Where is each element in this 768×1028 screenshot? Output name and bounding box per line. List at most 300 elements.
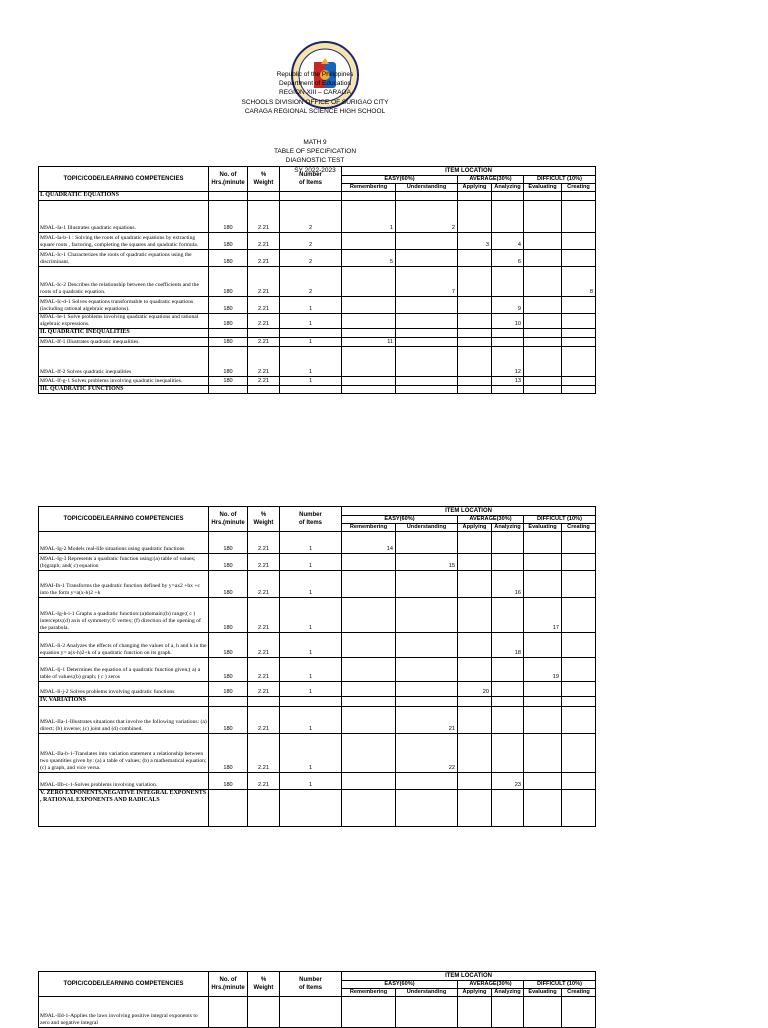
item-und-cell: 2 xyxy=(396,201,458,233)
empty-cell xyxy=(248,790,280,827)
weight-cell xyxy=(248,997,280,1028)
items-cell: 1 xyxy=(280,598,342,633)
item-eva-cell xyxy=(524,734,562,773)
empty-cell xyxy=(492,192,524,201)
competency-row xyxy=(39,734,596,773)
hours-cell: 180 xyxy=(209,773,248,790)
item-rem-cell xyxy=(342,377,396,386)
header-line: Republic of the Philippines xyxy=(276,71,354,78)
items-cell: 1 xyxy=(280,734,342,773)
weight-cell: 2.21 xyxy=(248,598,280,633)
items-cell: 1 xyxy=(280,707,342,734)
item-cre-cell xyxy=(562,707,596,734)
item-app-cell xyxy=(458,571,492,598)
item-eva-cell xyxy=(524,773,562,790)
items-cell: 1 xyxy=(280,773,342,790)
title-line: DIAGNOSTIC TEST xyxy=(285,157,345,165)
item-rem-cell: 14 xyxy=(342,532,396,554)
item-eva-cell xyxy=(524,201,562,233)
weight-cell: 2.21 xyxy=(248,233,280,250)
item-ana-cell xyxy=(492,598,524,633)
item-und-cell xyxy=(396,633,458,658)
item-app-cell xyxy=(458,554,492,571)
item-eva-cell xyxy=(524,267,562,297)
item-eva-cell xyxy=(524,377,562,386)
section-row xyxy=(39,192,596,201)
item-rem-cell xyxy=(342,658,396,682)
column-header-remembering: Remembering xyxy=(342,524,396,532)
empty-cell xyxy=(396,790,458,827)
pct-label-2: Weight xyxy=(253,985,274,991)
item-cre-cell xyxy=(562,598,596,633)
empty-cell xyxy=(342,192,396,201)
empty-cell xyxy=(492,790,524,827)
item-ana-cell xyxy=(492,554,524,571)
items-cell: 1 xyxy=(280,682,342,697)
section-title: IV. VARIATIONS xyxy=(39,697,209,707)
competency-row xyxy=(39,658,596,682)
competency-text: M9AL-Ig-h-i-1 Graphs a quadratic function:(a)domain;(b) range;( c ) intercepts;(d) axis of symmetry;© vertex; (f) direction of the opening of the parabola. xyxy=(39,598,209,633)
hours-label-1: No. of xyxy=(219,512,237,518)
item-eva-cell xyxy=(524,532,562,554)
items-cell: 1 xyxy=(280,571,342,598)
item-app-cell xyxy=(458,532,492,554)
competency-text: M9AL-If-1 Illustrates quadratic inequalities. xyxy=(39,338,209,347)
column-header-evaluating: Evaluating xyxy=(524,524,562,532)
item-ana-cell: 16 xyxy=(492,571,524,598)
header-line: REGION XIII – CARAGA xyxy=(279,89,351,97)
item-und-cell xyxy=(396,377,458,386)
empty-cell xyxy=(458,697,492,707)
item-rem-cell xyxy=(342,734,396,773)
hours-cell: 180 xyxy=(209,233,248,250)
header-row xyxy=(39,167,596,176)
empty-cell xyxy=(280,697,342,707)
column-header-applying: Applying xyxy=(458,989,492,997)
competency-text: M9AL-IIa-b-1-Translates into variation statement a relationship between two quantities given by: (a) a table of values; (b) a mathematical equation; (c) a graph, and vice versa. xyxy=(39,734,209,773)
empty-cell xyxy=(280,192,342,201)
column-header-hours xyxy=(209,972,248,997)
column-header-item-location: ITEM LOCATION xyxy=(342,972,596,981)
items-cell: 2 xyxy=(280,233,342,250)
item-app-cell xyxy=(458,658,492,682)
item-eva-cell xyxy=(524,571,562,598)
item-app-cell xyxy=(458,267,492,297)
empty-cell xyxy=(209,329,248,338)
item-eva-cell xyxy=(524,682,562,697)
item-ana-cell: 12 xyxy=(492,347,524,377)
hours-cell: 180 xyxy=(209,250,248,267)
empty-cell xyxy=(524,192,562,201)
competency-text: M9AL-Ic-d-1 Solves equations transformable to quadratic equations (including rational algebraic equations). xyxy=(39,297,209,314)
competency-text: M9AL-IId-1-Applies the laws involving positive integral exponents to zero and negative integral xyxy=(39,997,209,1028)
items-label-1: Number xyxy=(299,512,322,518)
column-header-remembering: Remembering xyxy=(342,989,396,997)
column-header-difficult: DIFFICULT (10%) xyxy=(524,981,596,989)
competency-row xyxy=(39,347,596,377)
hours-cell xyxy=(209,997,248,1028)
empty-cell xyxy=(280,790,342,827)
empty-cell xyxy=(458,386,492,394)
empty-cell xyxy=(342,697,396,707)
weight-cell: 2.21 xyxy=(248,773,280,790)
column-header-understanding: Understanding xyxy=(396,989,458,997)
tos-table-page-3 xyxy=(38,971,596,1028)
item-ana-cell: 6 xyxy=(492,250,524,267)
column-header-hours xyxy=(209,167,248,192)
hours-cell: 180 xyxy=(209,297,248,314)
item-cre-cell xyxy=(562,633,596,658)
competency-row xyxy=(39,532,596,554)
item-cre-cell xyxy=(562,773,596,790)
item-ana-cell: 23 xyxy=(492,773,524,790)
column-header-creating: Creating xyxy=(562,184,596,192)
weight-cell: 2.21 xyxy=(248,571,280,598)
weight-cell: 2.21 xyxy=(248,201,280,233)
hours-cell: 180 xyxy=(209,267,248,297)
column-header-difficult: DIFFICULT (10%) xyxy=(524,176,596,184)
title-line: TABLE OF SPECIFICATION xyxy=(273,148,357,156)
hours-cell: 180 xyxy=(209,633,248,658)
item-cre-cell xyxy=(562,532,596,554)
hours-cell: 180 xyxy=(209,598,248,633)
item-cre-cell xyxy=(562,682,596,697)
item-und-cell xyxy=(396,297,458,314)
empty-cell xyxy=(524,697,562,707)
item-cre-cell xyxy=(562,347,596,377)
item-und-cell xyxy=(396,338,458,347)
header-line: Department of Education xyxy=(279,80,351,88)
item-und-cell xyxy=(396,682,458,697)
item-cre-cell xyxy=(562,554,596,571)
section-title: III. QUADRATIC FUNCTIONS xyxy=(39,386,209,394)
column-header-easy: EASY(60%) xyxy=(342,981,458,989)
item-cre-cell xyxy=(562,297,596,314)
item-app-cell xyxy=(458,773,492,790)
items-cell: 2 xyxy=(280,267,342,297)
item-und-cell xyxy=(396,571,458,598)
competency-text: M9AL-IIb-c-1-Solves problems involving variation. xyxy=(39,773,209,790)
item-cre-cell xyxy=(562,997,596,1028)
column-header-hours xyxy=(209,507,248,532)
hours-label-2: Hrs.(minute xyxy=(211,520,245,526)
item-und-cell: 15 xyxy=(396,554,458,571)
hours-label-2: Hrs.(minute xyxy=(211,180,245,186)
item-cre-cell xyxy=(562,571,596,598)
hours-cell: 180 xyxy=(209,571,248,598)
item-rem-cell xyxy=(342,297,396,314)
column-header-analyzing: Analyzing xyxy=(492,184,524,192)
item-cre-cell xyxy=(562,658,596,682)
pct-label-1: % xyxy=(260,172,267,178)
column-header-item-location: ITEM LOCATION xyxy=(342,167,596,176)
competency-row xyxy=(39,297,596,314)
competency-text: M9AI-Ih-1 Transforms the quadratic function defined by y=ax2 +bx +c into the form y=a(x-h)2 +k xyxy=(39,571,209,598)
empty-cell xyxy=(248,697,280,707)
item-eva-cell xyxy=(524,347,562,377)
column-header-topic: TOPIC/CODE/LEARNING COMPETENCIES xyxy=(39,167,209,192)
empty-cell xyxy=(396,192,458,201)
empty-cell xyxy=(209,790,248,827)
items-label-2: of Items xyxy=(298,985,322,991)
item-rem-cell xyxy=(342,233,396,250)
item-ana-cell xyxy=(492,267,524,297)
competency-row xyxy=(39,250,596,267)
column-header-easy: EASY(60%) xyxy=(342,516,458,524)
items-cell: 2 xyxy=(280,201,342,233)
weight-cell: 2.21 xyxy=(248,734,280,773)
competency-row xyxy=(39,682,596,697)
competency-row xyxy=(39,377,596,386)
column-header-creating: Creating xyxy=(562,524,596,532)
institution-header xyxy=(0,70,630,116)
item-eva-cell xyxy=(524,554,562,571)
competency-row xyxy=(39,633,596,658)
column-header-weight xyxy=(248,972,280,997)
weight-cell: 2.21 xyxy=(248,250,280,267)
empty-cell xyxy=(209,192,248,201)
empty-cell xyxy=(280,329,342,338)
items-cell: 1 xyxy=(280,347,342,377)
empty-cell xyxy=(562,192,596,201)
item-und-cell xyxy=(396,598,458,633)
item-eva-cell xyxy=(524,297,562,314)
items-cell: 1 xyxy=(280,314,342,329)
item-cre-cell xyxy=(562,338,596,347)
item-eva-cell xyxy=(524,233,562,250)
empty-cell xyxy=(524,329,562,338)
empty-cell xyxy=(396,697,458,707)
column-header-applying: Applying xyxy=(458,524,492,532)
empty-cell xyxy=(458,790,492,827)
column-header-easy: EASY(60%) xyxy=(342,176,458,184)
competency-text: M9AL-Ii-j-2 Solves problems involving quadratic functions xyxy=(39,682,209,697)
item-app-cell xyxy=(458,997,492,1028)
column-header-evaluating: Evaluating xyxy=(524,184,562,192)
item-rem-cell: 11 xyxy=(342,338,396,347)
empty-cell xyxy=(458,329,492,338)
item-cre-cell xyxy=(562,201,596,233)
column-header-difficult: DIFFICULT (10%) xyxy=(524,516,596,524)
item-rem-cell xyxy=(342,707,396,734)
competency-text: M9AL-Ig-2 Models real-life situations using quadratic functions xyxy=(39,532,209,554)
item-rem-cell xyxy=(342,554,396,571)
hours-cell: 180 xyxy=(209,682,248,697)
pct-label-2: Weight xyxy=(253,520,274,526)
competency-row xyxy=(39,598,596,633)
empty-cell xyxy=(524,790,562,827)
items-cell: 1 xyxy=(280,377,342,386)
item-ana-cell xyxy=(492,338,524,347)
item-und-cell: 22 xyxy=(396,734,458,773)
competency-text: M9AL-Ia-b-1 : Solving the roots of quadratic equations by extracting square roots , factoring, completing the squares and quadratic formula. xyxy=(39,233,209,250)
weight-cell: 2.21 xyxy=(248,267,280,297)
item-und-cell xyxy=(396,773,458,790)
competency-text: M9AL-Ig-3 Represents a quadratic function using:(a) table of values;(b)graph; and( c) equation xyxy=(39,554,209,571)
item-eva-cell xyxy=(524,633,562,658)
hours-label-1: No. of xyxy=(219,172,237,178)
competency-text: M9AL-Ij-1 Determines the equation of a quadratic function given;( a) a table of values;(b) graph; ( c ) zeros xyxy=(39,658,209,682)
column-header-analyzing: Analyzing xyxy=(492,524,524,532)
items-cell: 1 xyxy=(280,658,342,682)
competency-row xyxy=(39,267,596,297)
empty-cell xyxy=(396,386,458,394)
item-cre-cell xyxy=(562,734,596,773)
competency-text: M9AL-If-2 Solves quadratic inequalities xyxy=(39,347,209,377)
item-cre-cell xyxy=(562,314,596,329)
competency-row xyxy=(39,707,596,734)
item-ana-cell xyxy=(492,682,524,697)
items-cell xyxy=(280,997,342,1028)
column-header-evaluating: Evaluating xyxy=(524,989,562,997)
pct-label-2: Weight xyxy=(253,180,274,186)
item-cre-cell xyxy=(562,233,596,250)
item-ana-cell: 4 xyxy=(492,233,524,250)
competency-text: M9AL-IIa-1-Illustrates situations that involve the following variations: (a) direct; (b) inverse; (c) joint and (d) combined. xyxy=(39,707,209,734)
empty-cell xyxy=(209,697,248,707)
weight-cell: 2.21 xyxy=(248,297,280,314)
column-header-average: AVERAGE(30%) xyxy=(458,981,524,989)
empty-cell xyxy=(280,386,342,394)
empty-cell xyxy=(492,329,524,338)
item-ana-cell: 10 xyxy=(492,314,524,329)
tos-table-page-2 xyxy=(38,506,596,827)
hours-cell: 180 xyxy=(209,201,248,233)
pct-label-1: % xyxy=(260,512,267,518)
competency-text: M9AL-Ie-1 Solve problems involving quadratic equations and rational algebraic expressions. xyxy=(39,314,209,329)
section-row xyxy=(39,329,596,338)
item-rem-cell: 1 xyxy=(342,201,396,233)
item-ana-cell xyxy=(492,658,524,682)
empty-cell xyxy=(248,329,280,338)
weight-cell: 2.21 xyxy=(248,338,280,347)
item-app-cell xyxy=(458,598,492,633)
column-header-topic: TOPIC/CODE/LEARNING COMPETENCIES xyxy=(39,507,209,532)
section-title: I. QUADRATIC EQUATIONS xyxy=(39,192,209,201)
item-ana-cell xyxy=(492,734,524,773)
hours-cell: 180 xyxy=(209,707,248,734)
item-app-cell xyxy=(458,297,492,314)
hours-cell: 180 xyxy=(209,347,248,377)
empty-cell xyxy=(492,697,524,707)
column-header-weight xyxy=(248,167,280,192)
item-rem-cell xyxy=(342,347,396,377)
weight-cell: 2.21 xyxy=(248,532,280,554)
item-und-cell xyxy=(396,233,458,250)
empty-cell xyxy=(492,386,524,394)
items-label-2: of Items xyxy=(298,180,322,186)
column-header-weight xyxy=(248,507,280,532)
item-eva-cell xyxy=(524,707,562,734)
section-row xyxy=(39,790,596,827)
item-app-cell xyxy=(458,707,492,734)
hours-cell: 180 xyxy=(209,532,248,554)
column-header-average: AVERAGE(30%) xyxy=(458,176,524,184)
item-ana-cell xyxy=(492,201,524,233)
column-header-average: AVERAGE(30%) xyxy=(458,516,524,524)
empty-cell xyxy=(458,192,492,201)
empty-cell xyxy=(562,697,596,707)
empty-cell xyxy=(342,329,396,338)
items-cell: 1 xyxy=(280,297,342,314)
column-header-understanding: Understanding xyxy=(396,524,458,532)
item-rem-cell: 5 xyxy=(342,250,396,267)
competency-text: M9AL-Ii-2 Analyzes the effects of changing the values of a, h and k in the equation y= a(x-h)2+k of a quadratic function on its graph. xyxy=(39,633,209,658)
item-ana-cell xyxy=(492,707,524,734)
column-header-items xyxy=(280,507,342,532)
item-ana-cell xyxy=(492,532,524,554)
column-header-items xyxy=(280,167,342,192)
column-header-item-location: ITEM LOCATION xyxy=(342,507,596,516)
empty-cell xyxy=(524,386,562,394)
title-line: SY 2022-2023 xyxy=(294,166,336,174)
item-rem-cell xyxy=(342,267,396,297)
competency-row xyxy=(39,201,596,233)
section-row xyxy=(39,386,596,394)
item-eva-cell xyxy=(524,250,562,267)
competency-row xyxy=(39,233,596,250)
item-ana-cell: 9 xyxy=(492,297,524,314)
item-app-cell xyxy=(458,633,492,658)
pct-label-1: % xyxy=(260,977,267,983)
column-header-analyzing: Analyzing xyxy=(492,989,524,997)
item-rem-cell xyxy=(342,314,396,329)
competency-text: M9AL-Ia-1 Illustrates quadratic equations. xyxy=(39,201,209,233)
empty-cell xyxy=(562,386,596,394)
hours-cell: 180 xyxy=(209,314,248,329)
items-cell: 2 xyxy=(280,250,342,267)
item-rem-cell xyxy=(342,633,396,658)
items-cell: 1 xyxy=(280,554,342,571)
title-line: MATH 9 xyxy=(303,139,327,146)
hours-cell: 180 xyxy=(209,554,248,571)
column-header-creating: Creating xyxy=(562,989,596,997)
header-line: SCHOOLS DIVISION OFFICE OF SURIGAO CITY xyxy=(241,98,389,106)
item-und-cell: 21 xyxy=(396,707,458,734)
competency-text: M9AL-Ic-1 Characterizes the roots of quadratic equations using the discriminant. xyxy=(39,250,209,267)
item-eva-cell: 19 xyxy=(524,658,562,682)
weight-cell: 2.21 xyxy=(248,377,280,386)
header-row xyxy=(39,507,596,516)
competency-row xyxy=(39,571,596,598)
item-app-cell: 20 xyxy=(458,682,492,697)
item-und-cell xyxy=(396,250,458,267)
empty-cell xyxy=(248,386,280,394)
item-app-cell xyxy=(458,347,492,377)
items-label-2: of Items xyxy=(298,520,322,526)
weight-cell: 2.21 xyxy=(248,707,280,734)
tos-table-page-1 xyxy=(38,166,596,394)
column-header-understanding: Understanding xyxy=(396,184,458,192)
hours-label-2: Hrs.(minute xyxy=(211,985,245,991)
column-header-remembering: Remembering xyxy=(342,184,396,192)
items-cell: 1 xyxy=(280,338,342,347)
item-app-cell xyxy=(458,734,492,773)
item-app-cell xyxy=(458,250,492,267)
item-app-cell: 3 xyxy=(458,233,492,250)
item-eva-cell xyxy=(524,338,562,347)
empty-cell xyxy=(248,192,280,201)
items-cell: 1 xyxy=(280,633,342,658)
competency-row xyxy=(39,554,596,571)
item-cre-cell xyxy=(562,377,596,386)
weight-cell: 2.21 xyxy=(248,347,280,377)
item-und-cell: 7 xyxy=(396,267,458,297)
weight-cell: 2.21 xyxy=(248,554,280,571)
section-title: V. ZERO EXPONENTS,NEGATIVE INTEGRAL EXPONENTS , RATIONAL EXPONENTS AND RADICALS xyxy=(39,790,209,827)
weight-cell: 2.21 xyxy=(248,633,280,658)
item-rem-cell xyxy=(342,571,396,598)
